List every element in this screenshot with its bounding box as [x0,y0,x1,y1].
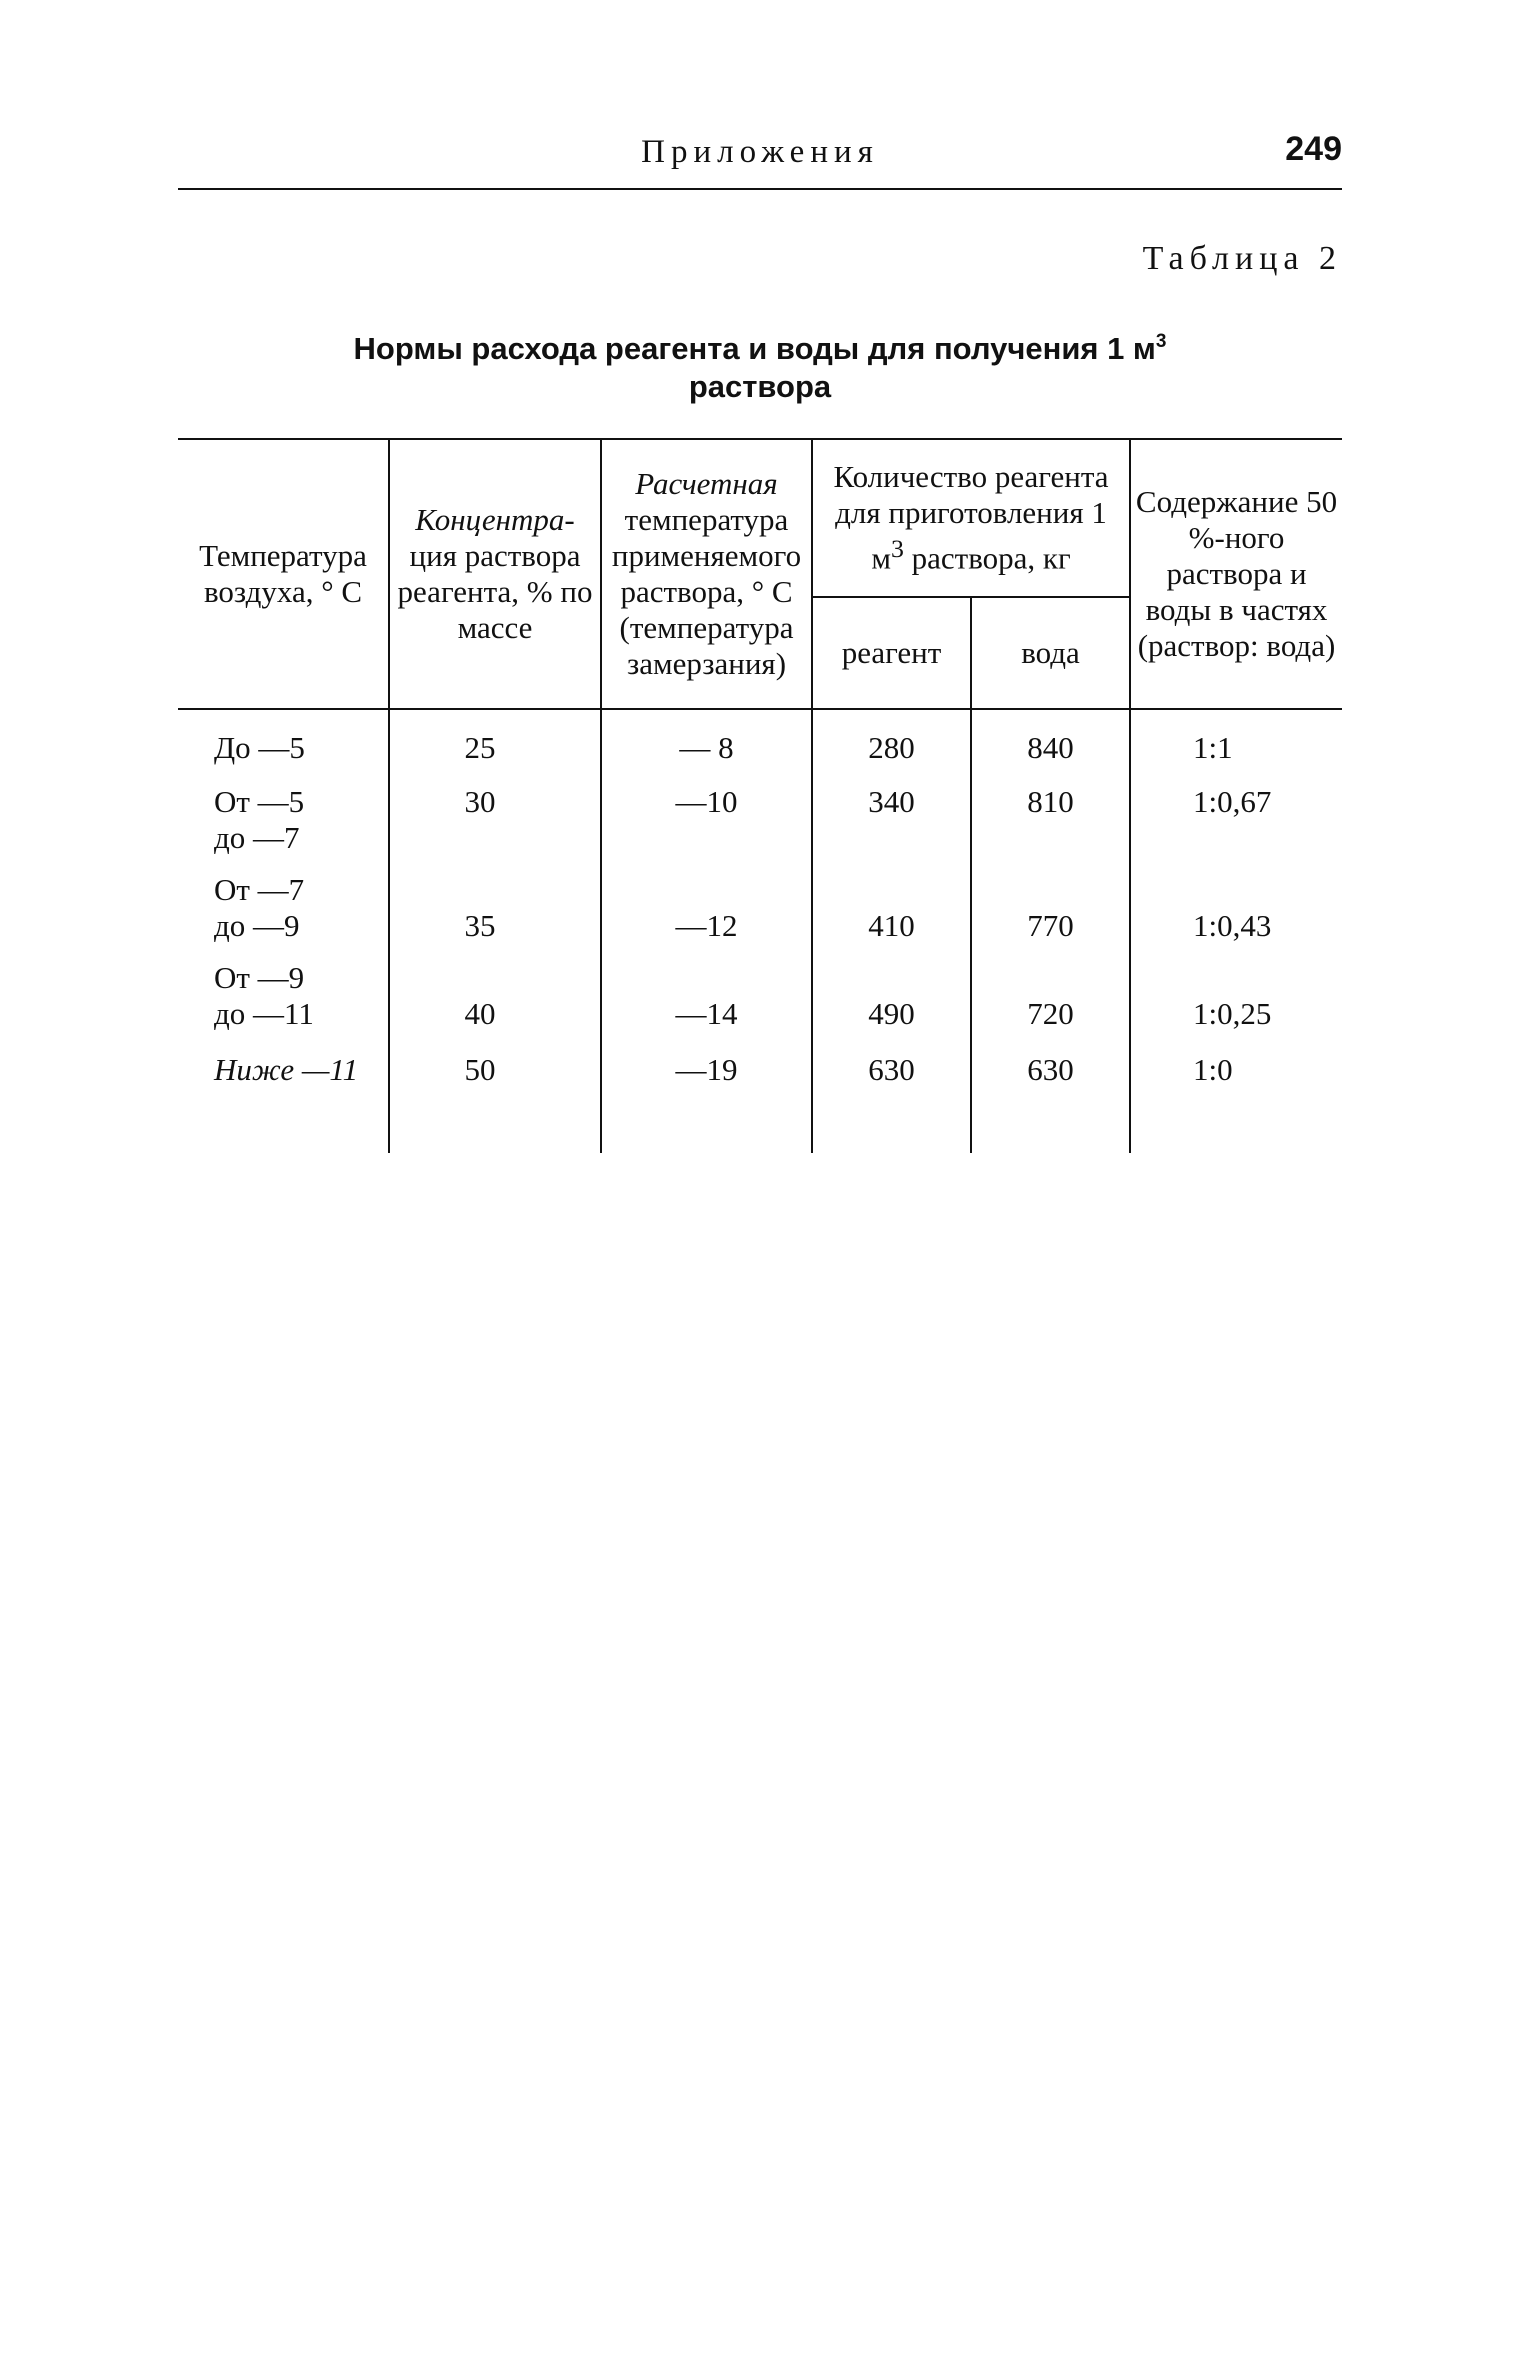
cell-air-temperature: От —7 до —9 [178,864,389,952]
cell-water: 840 [971,709,1130,772]
caption-line-1: Нормы расхода реагента и воды для получения 1 м [353,331,1156,366]
header-design-temperature [601,439,812,709]
table-caption [178,330,1342,406]
cell-temperature: —19 [601,1040,812,1093]
cell-air-temperature: От —9 до —11 [178,952,389,1040]
caption-superscript: 3 [1155,331,1167,352]
header-concentration-rest: ция раствора реагента, % по массе [397,538,593,645]
header-air-temperature: Температура воздуха, ° С [178,439,389,709]
cell-water: 810 [971,772,1130,864]
cell-concentration: 25 [389,709,601,772]
cell-concentration: 50 [389,1040,601,1093]
filler-cell [601,1093,812,1153]
running-head [178,130,1342,190]
cell-reagent: 280 [812,709,971,772]
cell-air-temperature: Ниже —11 [178,1040,389,1093]
table-row [178,1040,1342,1093]
cell-water: 720 [971,952,1130,1040]
filler-cell [1130,1093,1342,1153]
header-design-temperature-rest: температура применяемого раствора, ° С (температура замерзания) [611,502,802,681]
table-filler-row [178,1093,1342,1153]
filler-cell [812,1093,971,1153]
cell-temperature: —12 [601,864,812,952]
running-title: Приложения [641,134,879,170]
header-reagent: реагент [812,597,971,709]
cell-concentration: 30 [389,772,601,864]
filler-cell [971,1093,1130,1153]
cell-reagent: 490 [812,952,971,1040]
header-water: вода [971,597,1130,709]
cell-temperature: —14 [601,952,812,1040]
header-content: Содержание 50 %-ного раствора и воды в частях (раствор: вода) [1130,439,1342,709]
header-quantity-group [812,439,1130,597]
header-quantity-sup: 3 [890,534,904,564]
table-row [178,952,1342,1040]
header-design-temperature-italic: Расчетная [635,466,778,501]
cell-water: 770 [971,864,1130,952]
norms-table [178,438,1342,1153]
cell-ratio: 1:0,25 [1130,952,1342,1040]
cell-air-temperature: До —5 [178,709,389,772]
table-row [178,709,1342,772]
cell-reagent: 630 [812,1040,971,1093]
cell-temperature: —10 [601,772,812,864]
cell-concentration: 40 [389,952,601,1040]
cell-ratio: 1:0 [1130,1040,1342,1093]
table-label: Таблица 2 [1142,240,1342,277]
cell-concentration: 35 [389,864,601,952]
table-row [178,772,1342,864]
cell-reagent: 410 [812,864,971,952]
cell-reagent: 340 [812,772,971,864]
caption-line-2: раствора [688,369,832,404]
cell-ratio: 1:0,43 [1130,864,1342,952]
header-quantity-b: раствора, кг [911,540,1071,576]
header-concentration [389,439,601,709]
table-row [178,864,1342,952]
header-concentration-italic: Концентра- [415,502,575,537]
filler-cell [389,1093,601,1153]
cell-air-temperature: От —5 до —7 [178,772,389,864]
cell-ratio: 1:0,67 [1130,772,1342,864]
cell-ratio: 1:1 [1130,709,1342,772]
cell-water: 630 [971,1040,1130,1093]
page-number: 249 [1285,130,1342,168]
header-quantity-a: Количество реагента для приготовления 1 м [833,459,1109,576]
cell-temperature: — 8 [601,709,812,772]
filler-cell [178,1093,389,1153]
